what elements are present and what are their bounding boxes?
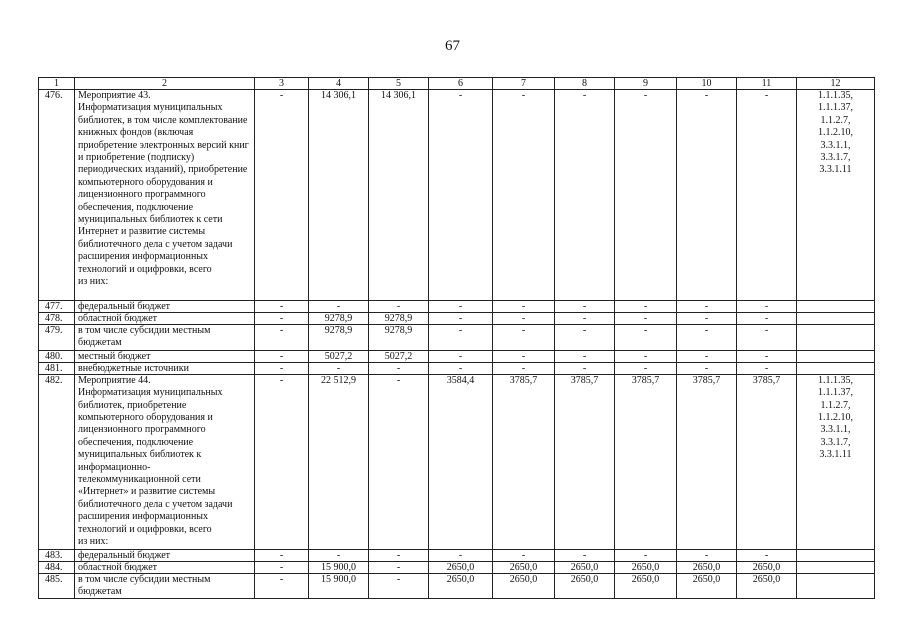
col-header: 4 bbox=[309, 78, 369, 90]
cell-col-7: - bbox=[493, 549, 555, 561]
table-row bbox=[39, 573, 875, 599]
cell-col-5: 9278,9 bbox=[369, 325, 429, 351]
cell-col-11: - bbox=[737, 90, 797, 301]
cell-col-9: - bbox=[615, 301, 677, 313]
cell-col-9: - bbox=[615, 313, 677, 325]
cell-col-7: - bbox=[493, 313, 555, 325]
cell-col-8: 2650,0 bbox=[555, 573, 615, 599]
cell-col-5: - bbox=[369, 362, 429, 374]
table-row bbox=[39, 549, 875, 561]
cell-col-7: - bbox=[493, 90, 555, 301]
cell-col-10: 2650,0 bbox=[677, 561, 737, 573]
col-header: 7 bbox=[493, 78, 555, 90]
table-row bbox=[39, 561, 875, 573]
cell-col-9: 3785,7 bbox=[615, 374, 677, 549]
cell-col-4: 22 512,9 bbox=[309, 374, 369, 549]
row-number: 482. bbox=[39, 374, 75, 549]
row-codes bbox=[797, 301, 875, 313]
col-header: 11 bbox=[737, 78, 797, 90]
table-row bbox=[39, 313, 875, 325]
cell-col-8: - bbox=[555, 549, 615, 561]
cell-col-4: - bbox=[309, 362, 369, 374]
cell-col-3: - bbox=[255, 549, 309, 561]
row-codes bbox=[797, 313, 875, 325]
cell-col-8: - bbox=[555, 362, 615, 374]
cell-col-5: 9278,9 bbox=[369, 313, 429, 325]
cell-col-7: 2650,0 bbox=[493, 561, 555, 573]
cell-col-4: 14 306,1 bbox=[309, 90, 369, 301]
cell-col-4: - bbox=[309, 549, 369, 561]
cell-col-9: 2650,0 bbox=[615, 573, 677, 599]
cell-col-11: 2650,0 bbox=[737, 561, 797, 573]
cell-col-10: - bbox=[677, 325, 737, 351]
cell-col-9: - bbox=[615, 90, 677, 301]
cell-col-11: - bbox=[737, 301, 797, 313]
cell-col-8: - bbox=[555, 301, 615, 313]
col-header: 10 bbox=[677, 78, 737, 90]
cell-col-4: 15 900,0 bbox=[309, 561, 369, 573]
cell-col-4: - bbox=[309, 301, 369, 313]
cell-col-9: - bbox=[615, 362, 677, 374]
cell-col-4: 5027,2 bbox=[309, 350, 369, 362]
cell-col-6: 3584,4 bbox=[429, 374, 493, 549]
cell-col-8: - bbox=[555, 313, 615, 325]
col-header: 1 bbox=[39, 78, 75, 90]
cell-col-8: - bbox=[555, 90, 615, 301]
cell-col-10: - bbox=[677, 90, 737, 301]
row-name: местный бюджет bbox=[75, 350, 255, 362]
row-number: 479. bbox=[39, 325, 75, 351]
row-codes bbox=[797, 325, 875, 351]
table-row bbox=[39, 301, 875, 313]
row-name: областной бюджет bbox=[75, 561, 255, 573]
cell-col-11: - bbox=[737, 549, 797, 561]
budget-table bbox=[38, 77, 875, 599]
cell-col-11: - bbox=[737, 362, 797, 374]
cell-col-5: - bbox=[369, 573, 429, 599]
cell-col-7: - bbox=[493, 325, 555, 351]
row-codes bbox=[797, 549, 875, 561]
cell-col-4: 9278,9 bbox=[309, 313, 369, 325]
cell-col-5: - bbox=[369, 374, 429, 549]
row-number: 476. bbox=[39, 90, 75, 301]
cell-col-5: - bbox=[369, 561, 429, 573]
cell-col-9: - bbox=[615, 549, 677, 561]
cell-col-6: - bbox=[429, 313, 493, 325]
cell-col-3: - bbox=[255, 350, 309, 362]
row-number: 484. bbox=[39, 561, 75, 573]
cell-col-3: - bbox=[255, 90, 309, 301]
row-name: федеральный бюджет bbox=[75, 301, 255, 313]
cell-col-8: 2650,0 bbox=[555, 561, 615, 573]
cell-col-9: 2650,0 bbox=[615, 561, 677, 573]
cell-col-7: - bbox=[493, 301, 555, 313]
cell-col-10: - bbox=[677, 362, 737, 374]
cell-col-10: 3785,7 bbox=[677, 374, 737, 549]
cell-col-11: 3785,7 bbox=[737, 374, 797, 549]
col-header: 2 bbox=[75, 78, 255, 90]
cell-col-8: 3785,7 bbox=[555, 374, 615, 549]
cell-col-8: - bbox=[555, 325, 615, 351]
cell-col-10: - bbox=[677, 301, 737, 313]
cell-col-7: - bbox=[493, 350, 555, 362]
cell-col-3: - bbox=[255, 313, 309, 325]
cell-col-3: - bbox=[255, 374, 309, 549]
cell-col-6: - bbox=[429, 325, 493, 351]
table-row bbox=[39, 90, 875, 301]
row-name: в том числе субсидии местным бюджетам bbox=[75, 325, 255, 351]
row-name: в том числе субсидии местным бюджетам bbox=[75, 573, 255, 599]
cell-col-11: - bbox=[737, 325, 797, 351]
cell-col-3: - bbox=[255, 301, 309, 313]
col-header: 12 bbox=[797, 78, 875, 90]
row-number: 477. bbox=[39, 301, 75, 313]
row-name: областной бюджет bbox=[75, 313, 255, 325]
col-header: 9 bbox=[615, 78, 677, 90]
row-name: внебюджетные источники bbox=[75, 362, 255, 374]
cell-col-9: - bbox=[615, 325, 677, 351]
cell-col-6: 2650,0 bbox=[429, 573, 493, 599]
cell-col-3: - bbox=[255, 325, 309, 351]
cell-col-3: - bbox=[255, 573, 309, 599]
row-codes: 1.1.1.35, 1.1.1.37, 1.1.2.7, 1.1.2.10, 3.3.1.1, 3.3.1.7, 3.3.1.11 bbox=[797, 374, 875, 549]
col-header: 6 bbox=[429, 78, 493, 90]
cell-col-7: 3785,7 bbox=[493, 374, 555, 549]
cell-col-6: - bbox=[429, 90, 493, 301]
cell-col-10: 2650,0 bbox=[677, 573, 737, 599]
cell-col-3: - bbox=[255, 561, 309, 573]
col-header: 3 bbox=[255, 78, 309, 90]
cell-col-7: 2650,0 bbox=[493, 573, 555, 599]
cell-col-5: 14 306,1 bbox=[369, 90, 429, 301]
table-row bbox=[39, 362, 875, 374]
row-codes: 1.1.1.35, 1.1.1.37, 1.1.2.7, 1.1.2.10, 3.3.1.1, 3.3.1.7, 3.3.1.11 bbox=[797, 90, 875, 301]
cell-col-6: - bbox=[429, 301, 493, 313]
cell-col-7: - bbox=[493, 362, 555, 374]
cell-col-6: - bbox=[429, 362, 493, 374]
row-codes bbox=[797, 350, 875, 362]
row-codes bbox=[797, 573, 875, 599]
cell-col-10: - bbox=[677, 549, 737, 561]
cell-col-11: - bbox=[737, 313, 797, 325]
cell-col-6: 2650,0 bbox=[429, 561, 493, 573]
cell-col-10: - bbox=[677, 313, 737, 325]
cell-col-9: - bbox=[615, 350, 677, 362]
row-name: федеральный бюджет bbox=[75, 549, 255, 561]
row-name: Мероприятие 44. Информатизация муниципальных библиотек, приобретение компьютерного оборудования и лицензионного программного обеспечения, подключение муниципальных библиотек к информационно-телекоммуникационной сети «Интернет» и развитие системы библиотечного дела с учетом задачи расширения информационных технологий и оцифровки, всего из них: bbox=[75, 374, 255, 549]
page-number: 67 bbox=[445, 38, 460, 54]
row-number: 485. bbox=[39, 573, 75, 599]
cell-col-6: - bbox=[429, 549, 493, 561]
row-name: Мероприятие 43. Информатизация муниципальных библиотек, в том числе комплектование книжных фондов (включая приобретение электронных версий книг и приобретение (подписку) периодических изданий), приобретение компьютерного оборудования и лицензионного программного обеспечения, подключение муниципальных библиотек к сети Интернет и развитие системы библиотечного дела с учетом задачи расширения информационных технологий и оцифровки, всего из них: bbox=[75, 90, 255, 301]
row-number: 478. bbox=[39, 313, 75, 325]
row-number: 480. bbox=[39, 350, 75, 362]
row-number: 483. bbox=[39, 549, 75, 561]
header-row bbox=[39, 78, 875, 90]
cell-col-8: - bbox=[555, 350, 615, 362]
col-header: 5 bbox=[369, 78, 429, 90]
cell-col-11: - bbox=[737, 350, 797, 362]
table-row bbox=[39, 350, 875, 362]
row-number: 481. bbox=[39, 362, 75, 374]
cell-col-11: 2650,0 bbox=[737, 573, 797, 599]
table-row bbox=[39, 325, 875, 351]
cell-col-5: - bbox=[369, 301, 429, 313]
cell-col-3: - bbox=[255, 362, 309, 374]
cell-col-10: - bbox=[677, 350, 737, 362]
table-row bbox=[39, 374, 875, 549]
cell-col-4: 9278,9 bbox=[309, 325, 369, 351]
cell-col-4: 15 900,0 bbox=[309, 573, 369, 599]
cell-col-5: - bbox=[369, 549, 429, 561]
cell-col-5: 5027,2 bbox=[369, 350, 429, 362]
col-header: 8 bbox=[555, 78, 615, 90]
row-codes bbox=[797, 362, 875, 374]
cell-col-6: - bbox=[429, 350, 493, 362]
row-codes bbox=[797, 561, 875, 573]
